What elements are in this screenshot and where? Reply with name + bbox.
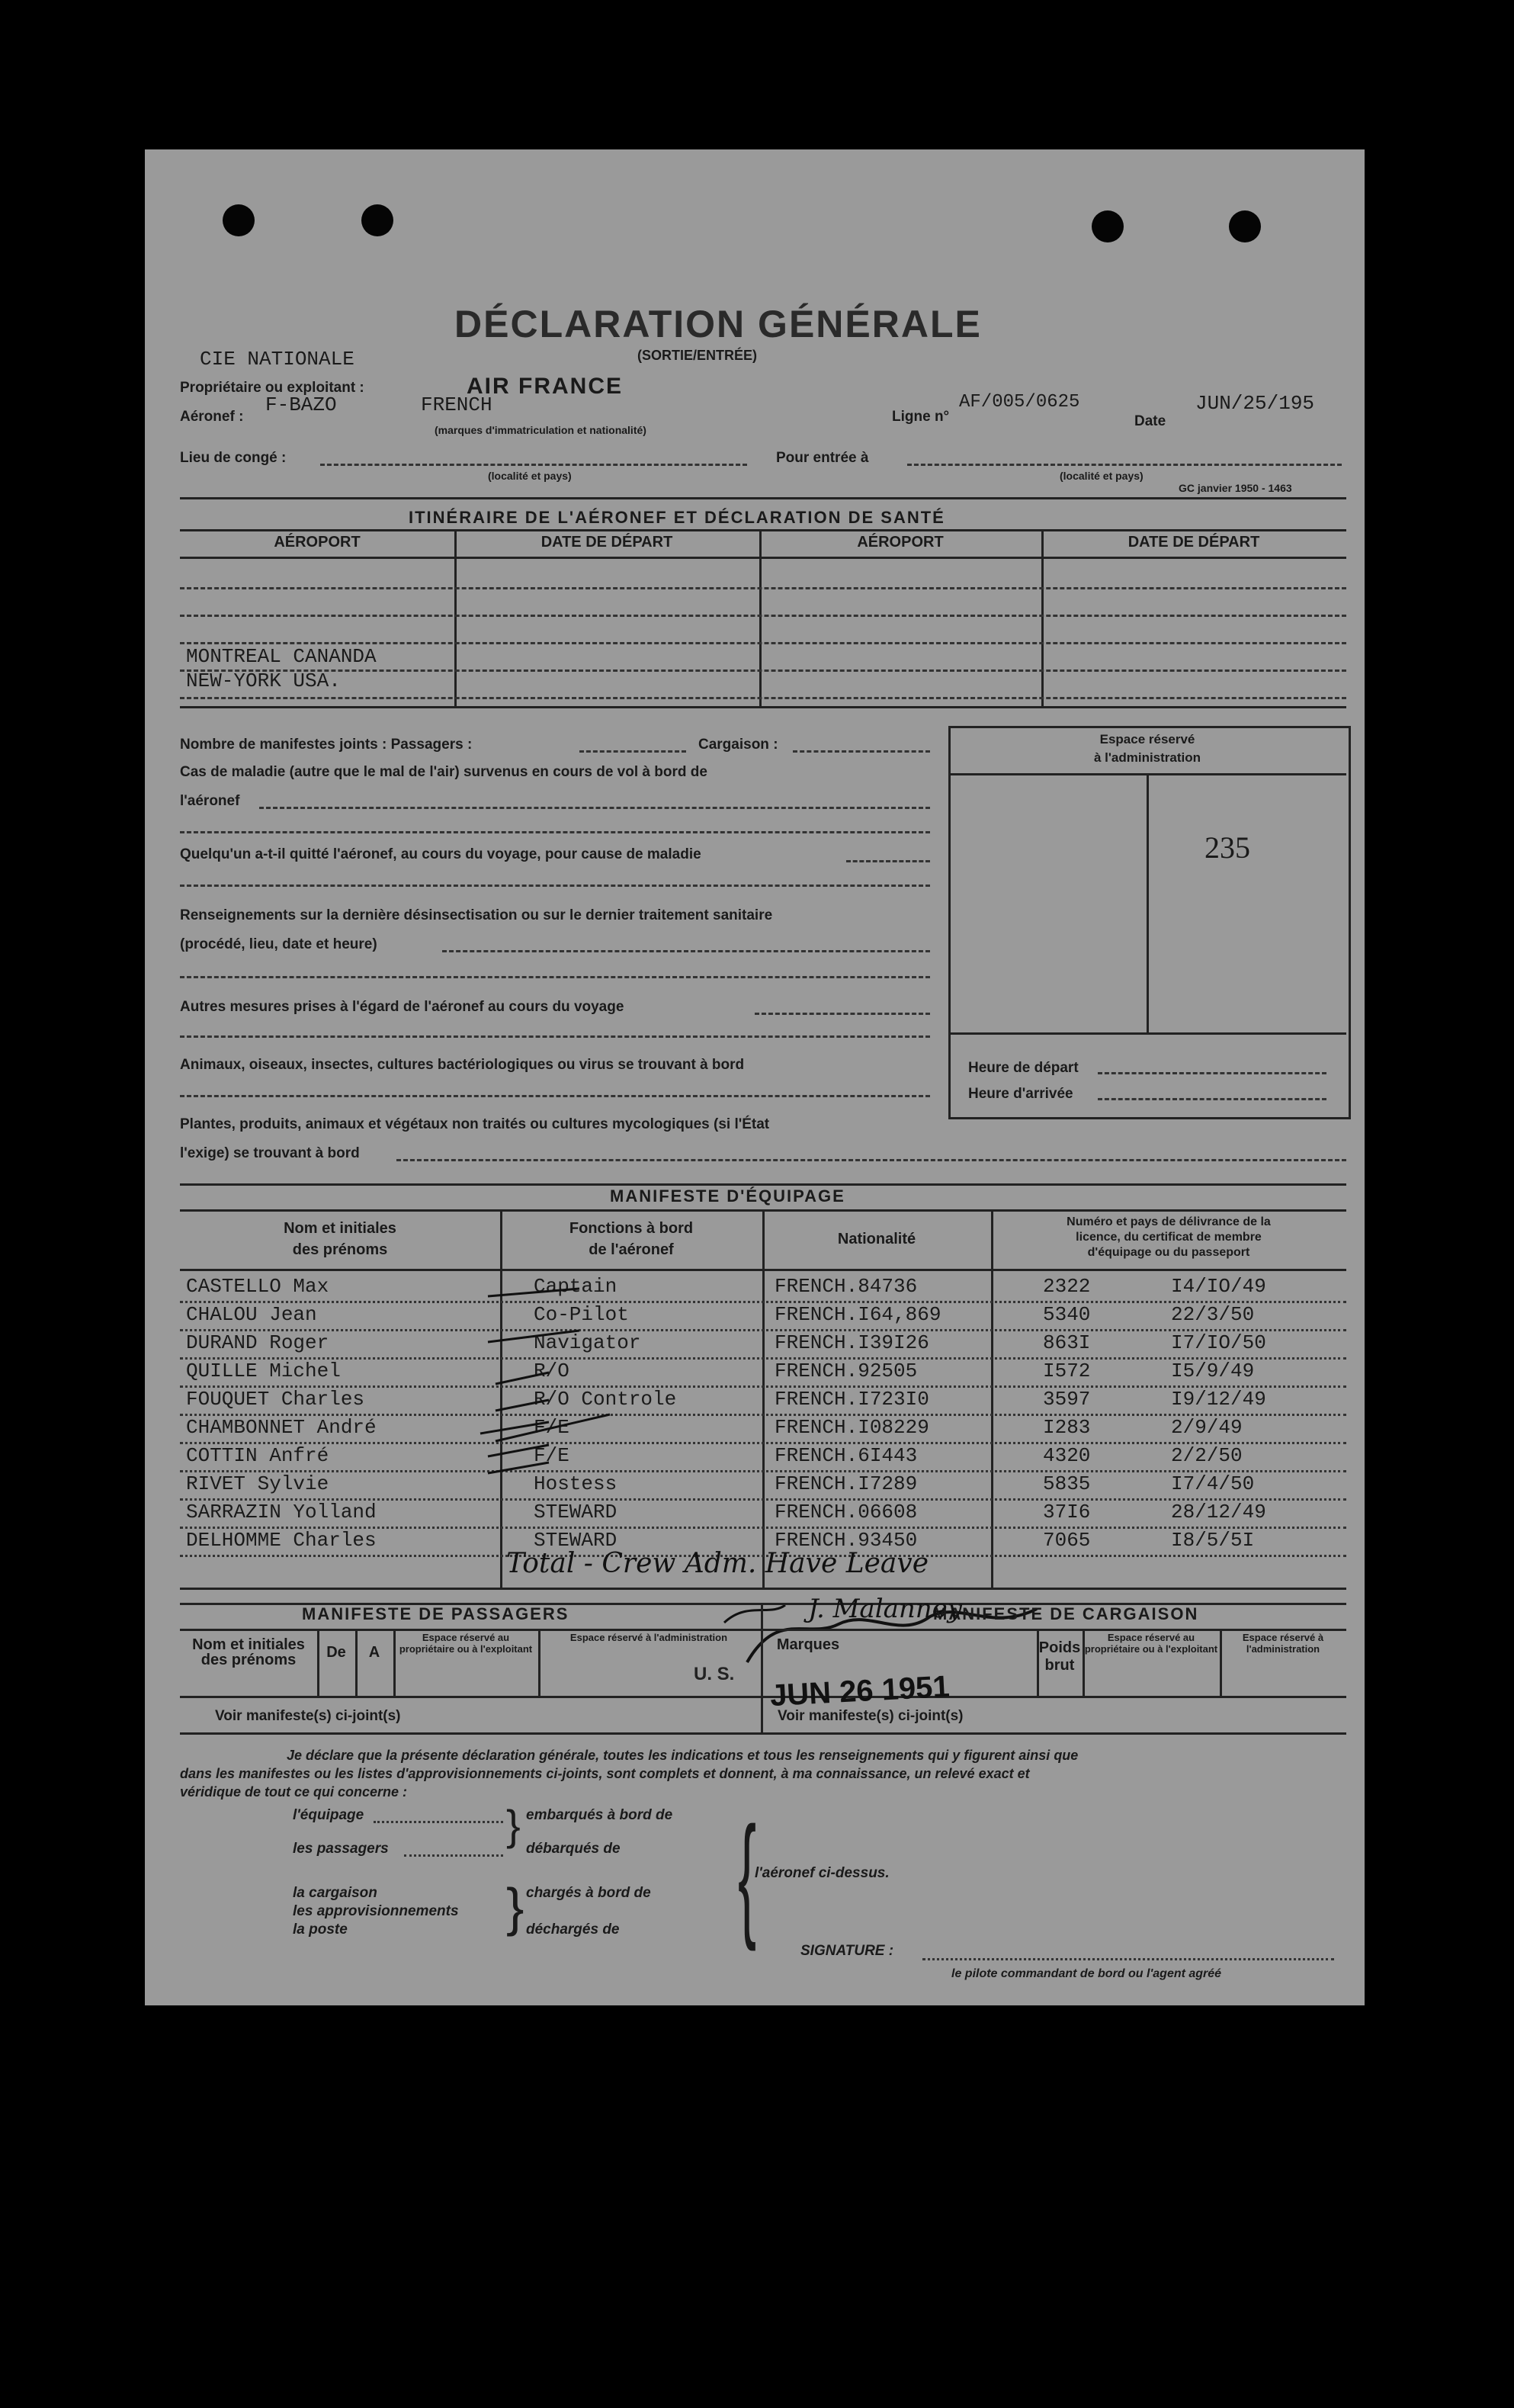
itinerary-row-2: NEW-YORK USA. bbox=[186, 669, 341, 692]
itinerary-col-date-2: DATE DE DÉPART bbox=[1127, 534, 1260, 551]
customs-stamp-date: JUN 26 1951 bbox=[768, 1669, 951, 1713]
pax-col-from: De bbox=[326, 1644, 346, 1661]
crew-name-cell: DELHOMME Charles bbox=[186, 1529, 377, 1552]
declaration-text-1: Je déclare que la présente déclaration générale, toutes les indications et tous les renseignements qui y figurent ainsi que bbox=[287, 1748, 1079, 1763]
crew-func-cell: Hostess bbox=[534, 1472, 617, 1495]
date-label: Date bbox=[1134, 413, 1166, 429]
question-disinfection-1: Renseignements sur la dernière désinsectisation ou sur le dernier traitement sanitaire bbox=[180, 907, 773, 923]
departure-time-label: Heure de départ bbox=[968, 1060, 1079, 1076]
punch-hole-icon bbox=[1092, 210, 1124, 242]
crew-manifest-title: MANIFESTE D'ÉQUIPAGE bbox=[610, 1186, 845, 1206]
declaration-passengers: les passagers bbox=[293, 1841, 389, 1857]
crew-col-license-1: Numéro et pays de délivrance de la bbox=[1067, 1215, 1271, 1228]
crew-col-nationality: Nationalité bbox=[837, 1231, 916, 1247]
question-disinfection-2: (procédé, lieu, date et heure) bbox=[180, 936, 377, 952]
crew-col-license-2: licence, du certificat de membre bbox=[1076, 1231, 1262, 1244]
declaration-mail: la poste bbox=[293, 1922, 348, 1938]
crew-name-cell: CASTELLO Max bbox=[186, 1275, 329, 1298]
question-left-aircraft: Quelqu'un a-t-il quitté l'aéronef, au cours du voyage, pour cause de maladie bbox=[180, 846, 701, 862]
cargo-col-marks: Marques bbox=[776, 1636, 840, 1653]
crew-date-cell: I4/IO/49 bbox=[1171, 1275, 1266, 1298]
admin-title-2: à l'administration bbox=[1093, 750, 1201, 765]
cargo-col-owner: Espace réservé au propriétaire ou à l'exploitant bbox=[1084, 1632, 1218, 1655]
crew-nat-cell: FRENCH.I39I26 bbox=[775, 1331, 929, 1354]
signature-label: SIGNATURE : bbox=[800, 1943, 894, 1959]
crew-col-name-2: des prénoms bbox=[292, 1241, 388, 1258]
crew-col-function-2: de l'aéronef bbox=[589, 1241, 674, 1258]
cargo-col-admin: Espace réservé à l'administration bbox=[1242, 1632, 1324, 1655]
cargo-col-weight: Poids brut bbox=[1038, 1639, 1081, 1674]
owner-value: AIR FRANCE bbox=[467, 374, 623, 399]
crew-date-cell: 2/9/49 bbox=[1171, 1416, 1243, 1439]
crew-nat-cell: FRENCH.6I443 bbox=[775, 1444, 918, 1467]
admin-title-1: Espace réservé bbox=[1099, 732, 1195, 746]
crew-num-cell: 5835 bbox=[1043, 1472, 1091, 1495]
declaration-disembarked: débarqués de bbox=[526, 1841, 621, 1857]
crew-name-cell: COTTIN Anfré bbox=[186, 1444, 329, 1467]
admin-number: 235 bbox=[1204, 830, 1250, 865]
crew-nat-cell: FRENCH.I723I0 bbox=[775, 1388, 929, 1411]
crew-date-cell: I8/5/5I bbox=[1171, 1529, 1255, 1552]
arrival-caption: (localité et pays) bbox=[1060, 470, 1144, 482]
crew-func-cell: F/E bbox=[534, 1444, 569, 1467]
passenger-manifest-title: MANIFESTE DE PASSAGERS bbox=[302, 1604, 569, 1623]
crew-date-cell: I7/4/50 bbox=[1171, 1472, 1255, 1495]
crew-nat-cell: FRENCH.I7289 bbox=[775, 1472, 918, 1495]
line-label: Ligne n° bbox=[892, 409, 950, 425]
crew-func-cell: STEWARD bbox=[534, 1529, 617, 1552]
pax-col-owner: Espace réservé au propriétaire ou à l'exploitant bbox=[399, 1632, 533, 1655]
form-code: GC janvier 1950 - 1463 bbox=[1179, 482, 1292, 494]
crew-nat-cell: FRENCH.06608 bbox=[775, 1501, 918, 1523]
question-plants-2: l'exige) se trouvant à bord bbox=[180, 1145, 360, 1161]
arrival-time-label: Heure d'arrivée bbox=[968, 1086, 1073, 1102]
brace-left-2: } bbox=[506, 1877, 524, 1937]
handwritten-total: Total - Crew Adm. Have Leave bbox=[506, 1548, 929, 1579]
crew-nat-cell: FRENCH.I64,869 bbox=[775, 1303, 941, 1326]
itinerary-row-1: MONTREAL CANANDA bbox=[186, 645, 377, 668]
declaration-loaded: chargés à bord de bbox=[526, 1885, 651, 1901]
itinerary-title: ITINÉRAIRE DE L'AÉRONEF ET DÉCLARATION DE SANTÉ bbox=[409, 508, 945, 527]
form-subtitle: (SORTIE/ENTRÉE) bbox=[637, 348, 758, 363]
crew-num-cell: 863I bbox=[1043, 1331, 1091, 1354]
cargo-manifest-title: MANIFESTE DE CARGAISON bbox=[933, 1604, 1199, 1623]
customs-stamp-prefix: U. S. bbox=[694, 1664, 735, 1684]
crew-num-cell: 3597 bbox=[1043, 1388, 1091, 1411]
punch-hole-icon bbox=[361, 204, 393, 236]
crew-func-cell: Captain bbox=[534, 1275, 617, 1298]
pax-col-admin: Espace réservé à l'administration bbox=[569, 1632, 728, 1643]
question-other-measures: Autres mesures prises à l'égard de l'aéronef au cours du voyage bbox=[180, 999, 624, 1015]
crew-col-function-1: Fonctions à bord bbox=[569, 1220, 694, 1237]
company-name: CIE NATIONALE bbox=[200, 348, 354, 371]
customs-signature: J. Malanney bbox=[808, 1594, 962, 1624]
pax-see-manifest: Voir manifeste(s) ci-joint(s) bbox=[215, 1708, 401, 1724]
crew-num-cell: 2322 bbox=[1043, 1275, 1091, 1298]
brace-left-1: } bbox=[506, 1801, 521, 1849]
arrival-label: Pour entrée à bbox=[776, 450, 869, 466]
crew-nat-cell: FRENCH.84736 bbox=[775, 1275, 918, 1298]
crew-name-cell: SARRAZIN Yolland bbox=[186, 1501, 377, 1523]
crew-func-cell: Navigator bbox=[534, 1331, 641, 1354]
crew-name-cell: FOUQUET Charles bbox=[186, 1388, 365, 1411]
aircraft-caption: (marques d'immatriculation et nationalité) bbox=[435, 424, 646, 436]
crew-date-cell: 22/3/50 bbox=[1171, 1303, 1255, 1326]
declaration-text-2: dans les manifestes ou les listes d'approvisionnements ci-joints, sont complets et donnent, à ma connaissance, un relevé exact et bbox=[180, 1766, 1030, 1781]
aircraft-nationality: FRENCH bbox=[421, 393, 492, 416]
crew-nat-cell: FRENCH.I08229 bbox=[775, 1416, 929, 1439]
crew-func-cell: R/O Controle bbox=[534, 1388, 677, 1411]
pax-col-name-2: des prénoms bbox=[200, 1652, 297, 1668]
form-title: DÉCLARATION GÉNÉRALE bbox=[454, 303, 982, 345]
declaration-embarked: embarqués à bord de bbox=[526, 1807, 673, 1823]
crew-date-cell: 2/2/50 bbox=[1171, 1444, 1243, 1467]
crew-name-cell: CHAMBONNET André bbox=[186, 1416, 377, 1439]
declaration-cargo: la cargaison bbox=[293, 1885, 377, 1901]
crew-name-cell: QUILLE Michel bbox=[186, 1360, 341, 1382]
crew-nat-cell: FRENCH.92505 bbox=[775, 1360, 918, 1382]
crew-func-cell: Co-Pilot bbox=[534, 1303, 629, 1326]
crew-func-cell: F/E bbox=[534, 1416, 569, 1439]
crew-func-cell: STEWARD bbox=[534, 1501, 617, 1523]
crew-col-license-3: d'équipage ou du passeport bbox=[1087, 1246, 1250, 1259]
declaration-supplies: les approvisionnements bbox=[293, 1903, 459, 1919]
question-animals: Animaux, oiseaux, insectes, cultures bactériologiques ou virus se trouvant à bord bbox=[180, 1057, 745, 1073]
declaration-date: JUN/25/195 bbox=[1195, 392, 1315, 415]
pax-col-to: A bbox=[368, 1644, 380, 1661]
crew-func-cell: R/O bbox=[534, 1360, 569, 1382]
declaration-unloaded: déchargés de bbox=[526, 1922, 620, 1938]
crew-name-cell: CHALOU Jean bbox=[186, 1303, 317, 1326]
departure-caption: (localité et pays) bbox=[488, 470, 572, 482]
question-illness-2: l'aéronef bbox=[180, 793, 240, 809]
line-number: AF/005/0625 bbox=[959, 392, 1080, 413]
cargo-see-manifest: Voir manifeste(s) ci-joint(s) bbox=[778, 1708, 964, 1724]
signature-caption: le pilote commandant de bord ou l'agent agréé bbox=[951, 1967, 1222, 1980]
punch-hole-icon bbox=[1229, 210, 1261, 242]
crew-num-cell: 5340 bbox=[1043, 1303, 1091, 1326]
crew-date-cell: 28/12/49 bbox=[1171, 1501, 1266, 1523]
crew-name-cell: DURAND Roger bbox=[186, 1331, 329, 1354]
pax-col-name-1: Nom et initiales bbox=[192, 1636, 305, 1653]
punch-hole-icon bbox=[223, 204, 255, 236]
question-illness-1: Cas de maladie (autre que le mal de l'air) survenus en cours de vol à bord de bbox=[180, 764, 707, 780]
crew-name-cell: RIVET Sylvie bbox=[186, 1472, 329, 1495]
crew-date-cell: I7/IO/50 bbox=[1171, 1331, 1266, 1354]
itinerary-col-date: DATE DE DÉPART bbox=[540, 534, 673, 551]
crew-num-cell: 7065 bbox=[1043, 1529, 1091, 1552]
owner-label: Propriétaire ou exploitant : bbox=[180, 380, 364, 396]
crew-date-cell: I9/12/49 bbox=[1171, 1388, 1266, 1411]
itinerary-col-airport-2: AÉROPORT bbox=[857, 534, 944, 551]
crew-num-cell: I283 bbox=[1043, 1416, 1091, 1439]
crew-num-cell: 4320 bbox=[1043, 1444, 1091, 1467]
brace-right: { bbox=[738, 1799, 757, 1952]
question-plants-1: Plantes, produits, animaux et végétaux non traités ou cultures mycologiques (si l'État bbox=[180, 1116, 770, 1132]
aircraft-label: Aéronef : bbox=[180, 409, 244, 425]
manifests-label: Nombre de manifestes joints : Passagers : bbox=[180, 737, 473, 753]
crew-date-cell: I5/9/49 bbox=[1171, 1360, 1255, 1382]
crew-num-cell: 37I6 bbox=[1043, 1501, 1091, 1523]
declaration-text-3: véridique de tout ce qui concerne : bbox=[180, 1784, 408, 1800]
cargo-count-label: Cargaison : bbox=[698, 737, 778, 753]
declaration-aircraft: l'aéronef ci-dessus. bbox=[755, 1865, 890, 1881]
aircraft-registration: F-BAZO bbox=[265, 393, 337, 416]
crew-nat-cell: FRENCH.93450 bbox=[775, 1529, 918, 1552]
declaration-crew: l'équipage bbox=[293, 1807, 364, 1823]
itinerary-col-airport: AÉROPORT bbox=[274, 534, 361, 551]
departure-label: Lieu de congé : bbox=[180, 450, 287, 466]
crew-col-name-1: Nom et initiales bbox=[284, 1220, 396, 1237]
crew-num-cell: I572 bbox=[1043, 1360, 1091, 1382]
